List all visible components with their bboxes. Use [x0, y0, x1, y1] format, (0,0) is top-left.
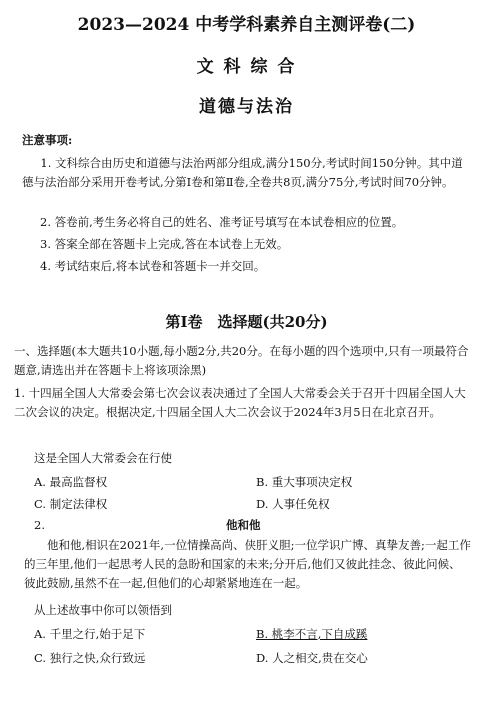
question-1-stem: 1. 十四届全国人大常委会第七次会议表决通过了全国人大常委会关于召开十四届全国人大二次会议的决定。根据决定,十四届全国人大二次会议于2024年3月5日在北京召开。	[14, 386, 466, 419]
question-2-option-a: A. 千里之行,始于足下	[34, 627, 146, 641]
question-1-option-c: C. 制定法律权	[34, 497, 108, 511]
exam-title: 2023—2024 中考学科素养自主测评卷(二)	[77, 15, 416, 35]
question-1-option-a: A. 最高监督权	[34, 475, 108, 489]
section-instruction: 一、选择题(本大题共10小题,每小题2分,共20分。在每小题的四个选项中,只有一项最符合题意,请选出并在答题卡上将该项涂黑)	[14, 344, 469, 377]
notice-item-2: 2. 答卷前,考生务必将自己的姓名、准考证号填写在本试卷相应的位置。	[40, 215, 404, 229]
question-2-option-d: D. 人之相交,贵在交心	[256, 651, 368, 665]
question-2-option-b: B. 桃李不言,下自成蹊	[256, 627, 368, 641]
subject-group-title: 文 科 综 合	[196, 57, 297, 77]
notice-item-3: 3. 答案全部在答题卡上完成,答在本试卷上无效。	[40, 237, 289, 251]
question-2-story-title: 他和他	[226, 518, 261, 532]
section-title: 第Ⅰ卷 选择题(共20分)	[165, 313, 328, 331]
subject-title: 道德与法治	[199, 97, 294, 117]
question-1-option-d: D. 人事任免权	[256, 497, 330, 511]
question-1-option-b: B. 重大事项决定权	[256, 475, 353, 489]
question-2-option-c: C. 独行之快,众行致远	[34, 651, 146, 665]
question-1-prompt: 这是全国人大常委会在行使	[34, 451, 172, 465]
notice-item-1: 1. 文科综合由历史和道德与法治两部分组成,满分150分,考试时间150分钟。其中道德与法治部分采用开卷考试,分第Ⅰ卷和第Ⅱ卷,全卷共8页,满分75分,考试时间70分钟。	[22, 156, 463, 189]
question-2-prompt: 从上述故事中你可以领悟到	[34, 603, 172, 617]
notice-item-4: 4. 考试结束后,将本试卷和答题卡一并交回。	[40, 259, 266, 273]
question-2-number: 2.	[34, 518, 45, 532]
question-2-story: 他和他,相识在2021年,一位情操高尚、侠肝义胆;一位学识广博、真挚友善;一起工作的三年里,他们一起思考人民的急盼和国家的未来;分开后,他们又彼此挂念、彼此问候、彼此鼓励,虽然不在一起,但他们的心却紧紧地连在一起。	[24, 538, 471, 590]
notice-heading: 注意事项:	[22, 133, 73, 147]
